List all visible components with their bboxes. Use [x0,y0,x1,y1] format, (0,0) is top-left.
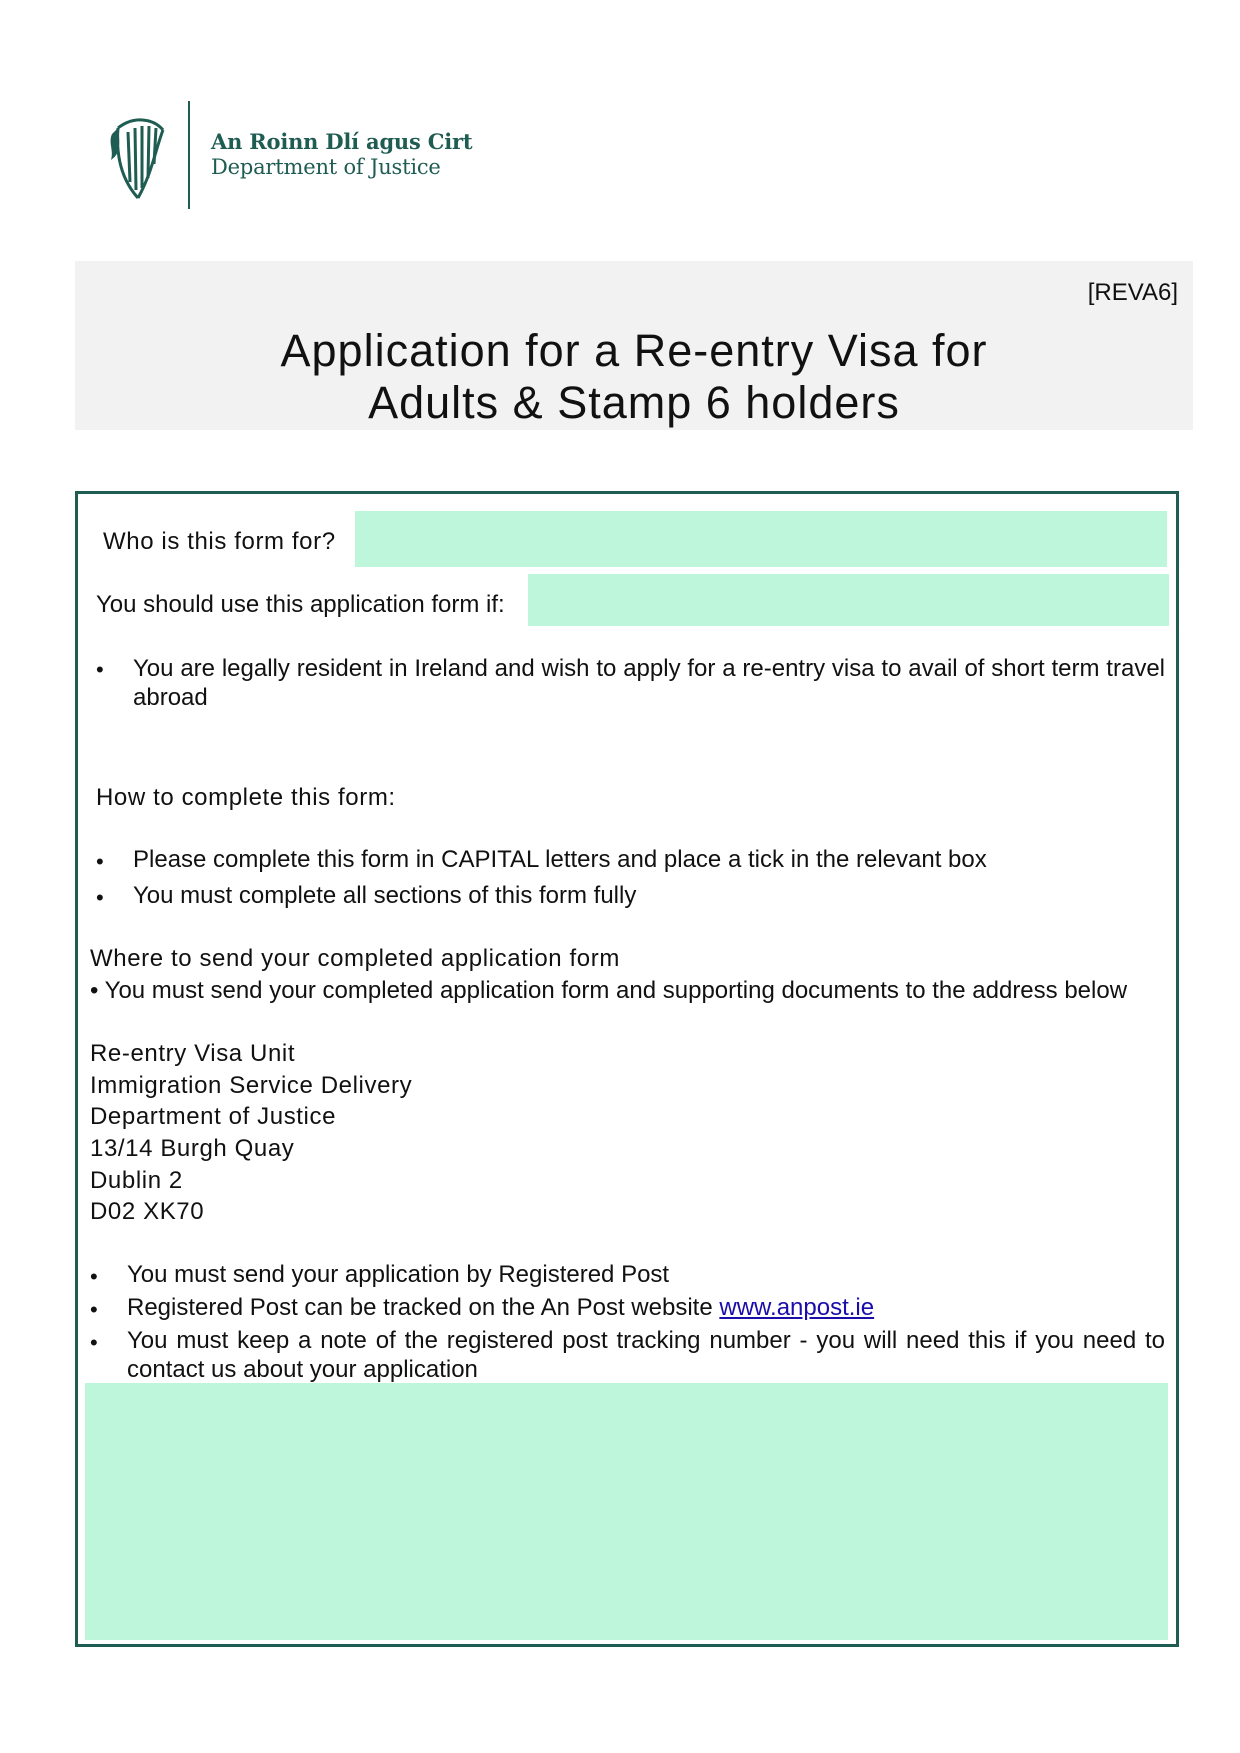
how-heading: How to complete this form: [96,784,396,811]
use-if-bullet-1: You are legally resident in Ireland and wish to apply for a re-entry visa to avail of short term travel abroad [133,655,1165,711]
post-bullet-2-text: Registered Post can be tracked on the An Post website [127,1294,720,1321]
page-title-line-2: Adults & Stamp 6 holders [368,377,900,428]
use-if-field[interactable] [528,574,1169,626]
address-line: Dublin 2 [90,1167,183,1194]
bullet-dot: • [90,1264,98,1289]
title-band [75,261,1193,430]
post-bullet-3: You must keep a note of the registered post tracking number - you will need this if you need to contact us about your application [127,1327,1165,1383]
how-bullet-2: You must complete all sections of this form fully [133,882,637,909]
bullet-dot: • [96,849,104,874]
bullet-dot: • [90,1330,98,1355]
where-heading: Where to send your completed application form [90,945,620,972]
address-line: Department of Justice [90,1103,337,1130]
bullet-dot: • [96,885,104,910]
address-line: D02 XK70 [90,1198,205,1225]
where-line: • You must send your completed application form and supporting documents to the address below [90,977,1128,1004]
address-line: Immigration Service Delivery [90,1072,413,1099]
page-title-line-1: Application for a Re-entry Visa for [280,325,988,376]
form-code: [REVA6] [1087,279,1178,306]
who-field[interactable] [355,511,1167,567]
post-bullet-1: You must send your application by Registered Post [127,1261,670,1288]
instructions-box [75,491,1179,1647]
how-bullet-1: Please complete this form in CAPITAL letters and place a tick in the relevant box [133,846,987,873]
harp-emblem-icon [108,108,170,204]
anpost-link[interactable]: www.anpost.ie [719,1294,875,1321]
who-label: Who is this form for? [103,528,336,555]
logo-divider [188,101,190,209]
address-line: Re-entry Visa Unit [90,1040,296,1067]
logo-irish-text: An Roinn Dlí agus Cirt [211,129,473,154]
logo-english-text: Department of Justice [211,155,441,179]
address-line: 13/14 Burgh Quay [90,1135,295,1162]
bullet-dot: • [96,657,104,682]
use-if-label: You should use this application form if: [96,591,505,618]
bullet-dot: • [90,1297,98,1322]
post-bullet-2 [127,1294,874,1322]
bottom-field[interactable] [85,1383,1168,1640]
